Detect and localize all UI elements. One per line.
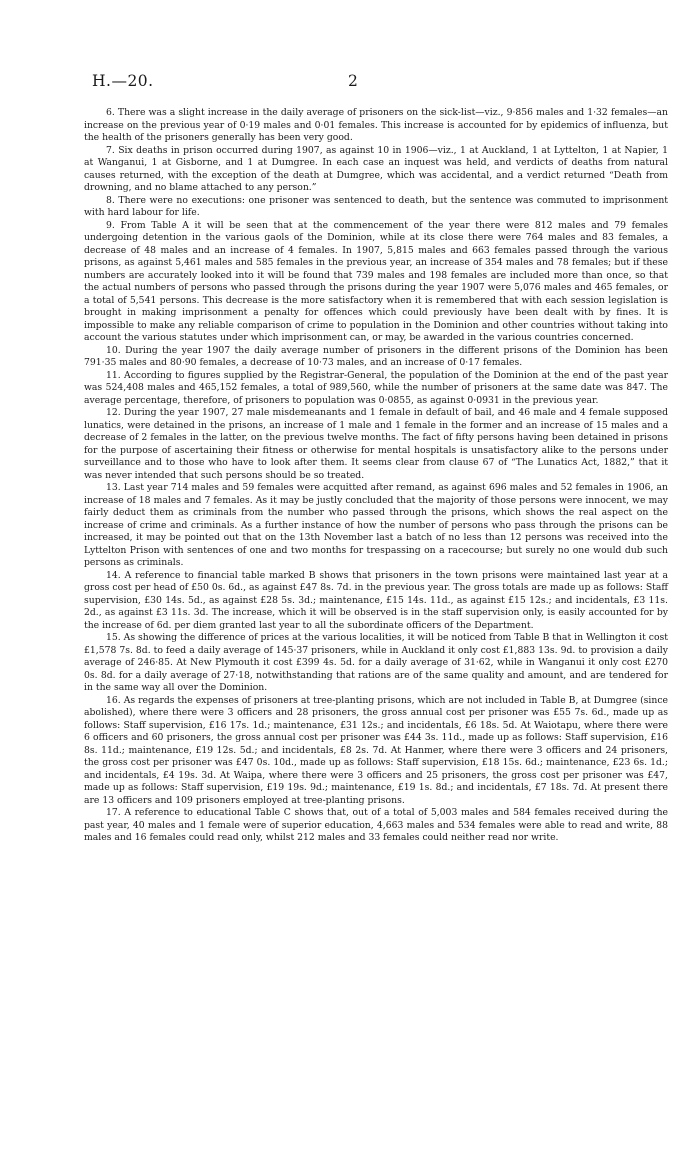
paragraph-13: 13. Last year 714 males and 59 females were acquitted after remand, as against 696 males and 52 females in 1906, an increase of 18 males and 7 females. As it may be justly concluded that the majority of those persons were innocent, we may fairly deduct them as criminals from the number who passed through the prisons, which shows the real aspect on the increase of crime and criminals. As a further instance of how the number of persons who pass through the prisons can be increased, it may be pointed out that on the 13th November last a batch of no less than 12 persons was received into the Lyttelton Prison with sentences of one and two months for trespassing on a racecourse; but surely no one would dub such persons as criminals. [84,482,668,568]
paragraph-16: 16. As regards the expenses of prisoners at tree-planting prisons, which are not included in Table B, at Dumgree (since abolished), where there were 3 officers and 28 prisoners, the gross annual cost per prisoner was £55 7s. 6d., made up as follows: Staff supervision, £16 17s. 1d.; maintenance, £31 12s.; and incidentals, £6 18s. 5d. At Waiotapu, where there were 6 officers and 60 prisoners, the gross annual cost per prisoner was £44 3s. 11d., made up as follows: Staff supervision, £16 8s. 11d.; maintenance, £19 12s. 5d.; and incidentals, £8 2s. 7d. At Hanmer, where there were 3 officers and 24 prisoners, the gross cost per prisoner was £47 0s. 10d., made up as follows: Staff supervision, £18 15s. 6d.; maintenance, £23 6s. 1d.; and incidentals, £4 19s. 3d. At Waipa, where there were 3 officers and 25 prisoners, the gross cost per prisoner was £47, made up as follows: Staff supervision, £19 19s. 9d.; maintenance, £19 1s. 8d.; and incidentals, £7 18s. 7d. At present there are 13 officers and 109 prisoners employed at tree-planting prisons. [84,694,668,806]
paragraph-6: 6. There was a slight increase in the daily average of prisoners on the sick-list—viz., 9·856 males and 1·32 females—an increase on the previous year of 0·19 males and 0·01 females. This increase is accounted for by epidemics of influenza, but the health of the prisoners generally has been very good. [84,107,668,143]
paragraph-12: 12. During the year 1907, 27 male misdemeanants and 1 female in default of bail, and 46 male and 4 female supposed lunatics, were detained in the prisons, an increase of 1 male and 1 female in the former and an increase of 15 males and a decrease of 2 females in the latter, on the previous twelve months. The fact of fifty persons having been detained in prisons for the purpose of ascertaining their fitness or otherwise for mental hospitals is unsatisfactory alike to the persons under surveillance and to those who have to look after them. It seems clear from clause 67 of “The Lunatics Act, 1882,” that it was never intended that such persons should be so treated. [84,407,668,481]
paragraph-14: 14. A reference to financial table marked B shows that prisoners in the town prisons were maintained last year at a gross cost per head of £50 0s. 6d., as against £47 8s. 7d. in the previous year. The gross totals are made up as follows: Staff supervision, £30 14s. 5d., as against £28 5s. 3d.; maintenance, £15 14s. 11d., as against £15 12s.; and incidentals, £3 11s. 2d., as against £3 11s. 3d. The increase, which it will be observed is in the staff supervision only, is easily accounted for by the increase of 6d. per diem granted last year to all the subordinate officers of the Department. [84,569,668,631]
paragraph-9: 9. From Table A it will be seen that at the commencement of the year there were 812 males and 79 females undergoing detention in the various gaols of the Dominion, while at its close there were 764 males and 83 females, a decrease of 48 males and an increase of 4 females. In 1907, 5,815 males and 663 females passed through the various prisons, as against 5,461 males and 585 females in the previous year, an increase of 354 males and 78 females; but if these numbers are accurately looked into it will be found that 739 males and 198 females are included more than once, so that the actual numbers of persons who passed through the prisons during the year 1907 were 5,076 males and 465 females, or a total of 5,541 persons. This decrease is the more satisfactory when it is remembered that with each session legislation is brought in making imprisonment a penalty for offences which could previously have been dealt with by fines. It is impossible to make any reliable comparison of crime to population in the Dominion and other countries without taking into account the various statutes under which imprisonment can, or may, be awarded in the various countries concerned. [84,219,668,343]
paragraph-15: 15. As showing the difference of prices at the various localities, it will be noticed from Table B that in Wellington it cost £1,578 7s. 8d. to feed a daily average of 145·37 prisoners, while in Auckland it only cost £1,883 13s. 9d. to provision a daily average of 246·85. At New Plymouth it cost £399 4s. 5d. for a daily average of 31·62, while in Wanganui it only cost £270 0s. 8d. for a daily average of 27·18, notwithstanding that rations are of the same quality and amount, and are tendered for in the same way all over the Dominion. [84,632,668,693]
paragraph-8: 8. There were no executions: one prisoner was sentenced to death, but the sentence was commuted to imprisonment with hard labour for life. [84,194,668,218]
paragraph-11: 11. According to figures supplied by the Registrar-General, the population of the Dominion at the end of the past year was 524,408 males and 465,152 females, a total of 989,560, while the number of prisoners at the same date was 847. The average percentage, therefore, of prisoners to population was 0·0855, as against 0·0931 in the previous year. [84,369,668,406]
page-number: 2 [348,72,358,90]
paragraph-17: 17. A reference to educational Table C shows that, out of a total of 5,003 males and 584 females received during the past year, 40 males and 1 female were of superior education, 4,663 males and 534 females were able to read and write, 88 males and 16 females could read only, whilst 212 males and 33 females could neither read nor write. [84,807,668,843]
paragraph-10: 10. During the year 1907 the daily average number of prisoners in the different prisons of the Dominion has been 791·35 males and 80·90 females, a decrease of 10·73 males, and an increase of 0·17 females. [84,344,668,368]
document-body [84,107,668,845]
document-reference: H.—20. [92,72,154,90]
paragraph-7: 7. Six deaths in prison occurred during 1907, as against 10 in 1906—viz., 1 at Auckland, 1 at Lyttelton, 1 at Napier, 1 at Wanganui, 1 at Gisborne, and 1 at Dumgree. In each case an inquest was held, and verdicts of deaths from natural causes returned, with the exception of the death at Dumgree, which was accidental, and a verdict returned “Death from drowning, and no blame attached to any person.” [84,144,668,193]
page-header [92,72,652,92]
